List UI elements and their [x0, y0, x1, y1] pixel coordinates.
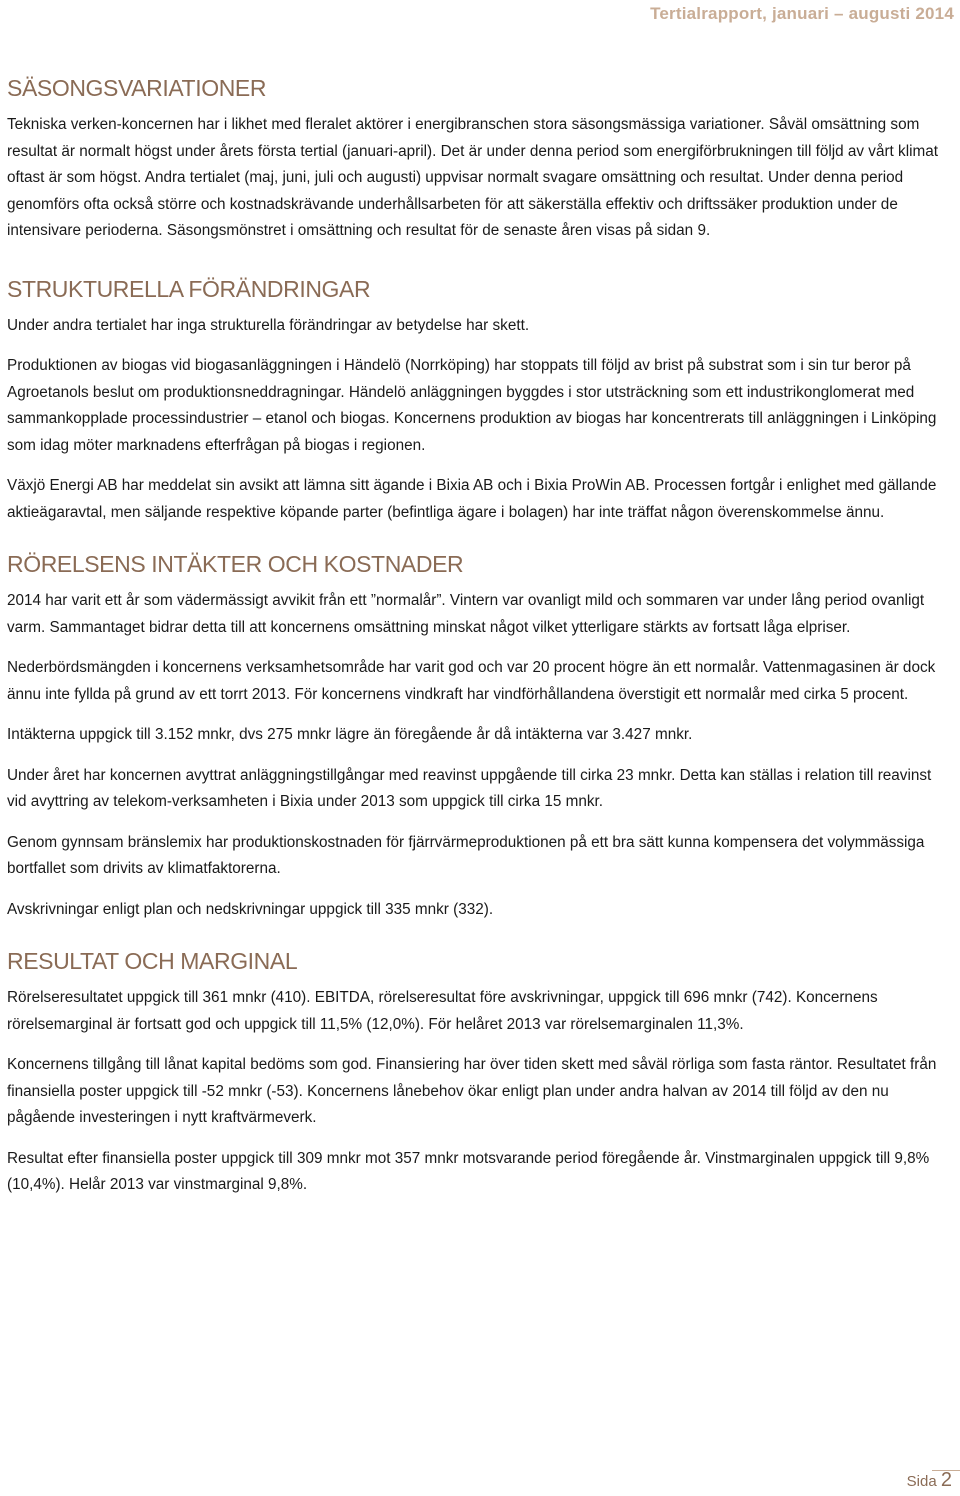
- section-strukturella-forandringar: [7, 273, 953, 527]
- page-label: Sida: [906, 1473, 937, 1490]
- paragraph: Under året har koncernen avyttrat anläggningstillgångar med reavinst uppgående till cirka 23 mnkr. Detta kan ställas i relation till reavinst vid avyttring av telekom-verksamheten i Bixia under 2013 som uppgick till cirka 15 mnkr.: [7, 766, 932, 810]
- paragraph: Produktionen av biogas vid biogasanläggningen i Händelö (Norrköping) har stoppats till följd av brist på substrat som i sin tur beror på Agroetanols beslut om produktionsneddragningar. Händelö anläggningen byggdes i stor utsträckning som ett industrikonglomerat med sammankopplade processindustrier – etanol och biogas. Koncernens produktion av biogas har koncentrerats till anläggningen i Linköping som idag möter marknadens efterfrågan på biogas i regionen.: [7, 357, 937, 454]
- page-number: 2: [940, 1469, 952, 1491]
- paragraph: Nederbördsmängden i koncernens verksamhetsområde har varit god och var 20 procent högre än ett normalår. Vattenmagasinen är dock ännu inte fyllda på grund av ett torrt 2013. För koncernens vindkraft har vindförhållandena överstigit ett normalår med cirka 5 procent.: [7, 659, 936, 703]
- report-title: Tertialrapport, januari – augusti 2014: [650, 4, 954, 23]
- report-body: [7, 72, 953, 1213]
- paragraph: Under andra tertialet har inga strukturella förändringar av betydelse har skett.: [7, 316, 530, 334]
- paragraph: Intäkterna uppgick till 3.152 mnkr, dvs 275 mnkr lägre än föregående år då intäkterna var 3.427 mnkr.: [7, 726, 693, 743]
- section-heading: RESULTAT OCH MARGINAL: [7, 948, 298, 974]
- section-heading: STRUKTURELLA FÖRÄNDRINGAR: [7, 275, 371, 302]
- paragraph: Växjö Energi AB har meddelat sin avsikt att lämna sitt ägande i Bixia AB och i Bixia ProWin AB. Processen fortgår i enlighet med gällande aktieägaravtal, men säljande respektive köpande parter (befintliga ägare i bolagen) har inte träffat någon överenskommelse ännu.: [7, 477, 937, 521]
- section-heading: RÖRELSENS INTÄKTER OCH KOSTNADER: [7, 551, 464, 577]
- paragraph: 2014 har varit ett år som vädermässigt avvikit från ett ”normalår”. Vintern var ovanligt mild och sommaren var under lång period ovanligt varm. Sammantaget bidrar detta till att koncernens omsättning minskat något vilket ytterligare stärkts av fortsatt låga elpriser.: [7, 592, 925, 636]
- section-heading: SÄSONGSVARIATIONER: [7, 75, 267, 101]
- paragraph: Genom gynnsam bränslemix har produktionskostnaden för fjärrvärmeproduktionen på ett bra sätt kunna kompensera det volymmässiga bortfallet som drivits av klimatfaktorerna.: [7, 833, 925, 877]
- section-resultat-och-marginal: [7, 945, 953, 1199]
- paragraph: Tekniska verken-koncernen har i likhet med fleralet aktörer i energibranschen stora säsongsmässiga variationer. Såväl omsättning som resultat är normalt högst under årets första tertial (januari-april). Det är under denna period som energiförbrukningen till följd av vårt klimat oftast är som högst. Andra tertialet (maj, juni, juli och augusti) uppvisar normalt svagare omsättning och resultat. Under denna period genomförs ofta också större och kostnadskrävande underhållsarbeten för att säkerställa effektiv och driftssäker produktion under de intensivare perioderna. Säsongsmönstret i omsättning och resultat för de senaste åren visas på sidan 9.: [7, 116, 939, 239]
- paragraph: Rörelseresultatet uppgick till 361 mnkr (410). EBITDA, rörelseresultat före avskrivningar, uppgick till 696 mnkr (742). Koncernens rörelsemarginal är fortsatt god och uppgick till 11,5% (12,0%). För helåret 2013 var rörelsemarginalen 11,3%.: [7, 989, 878, 1033]
- section-sasongsvariationer: [7, 72, 953, 245]
- section-rorelsens-intakter: [7, 548, 953, 923]
- page-footer: [907, 1469, 952, 1492]
- paragraph: Avskrivningar enligt plan och nedskrivningar uppgick till 335 mnkr (332).: [7, 900, 494, 918]
- paragraph: Koncernens tillgång till lånat kapital bedöms som god. Finansiering har över tiden skett med såväl rörliga som fasta räntor. Resultatet från finansiella poster uppgick till -52 mnkr (-53). Koncernens lånebehov ökar enligt plan under andra halvan av 2014 till följd av den nu pågående investeringen i nytt kraftvärmeverk.: [7, 1056, 937, 1126]
- paragraph: Resultat efter finansiella poster uppgick till 309 mnkr mot 357 mnkr motsvarande period föregående år. Vinstmarginalen uppgick till 9,8% (10,4%). Helår 2013 var vinstmarginal 9,8%.: [7, 1149, 930, 1193]
